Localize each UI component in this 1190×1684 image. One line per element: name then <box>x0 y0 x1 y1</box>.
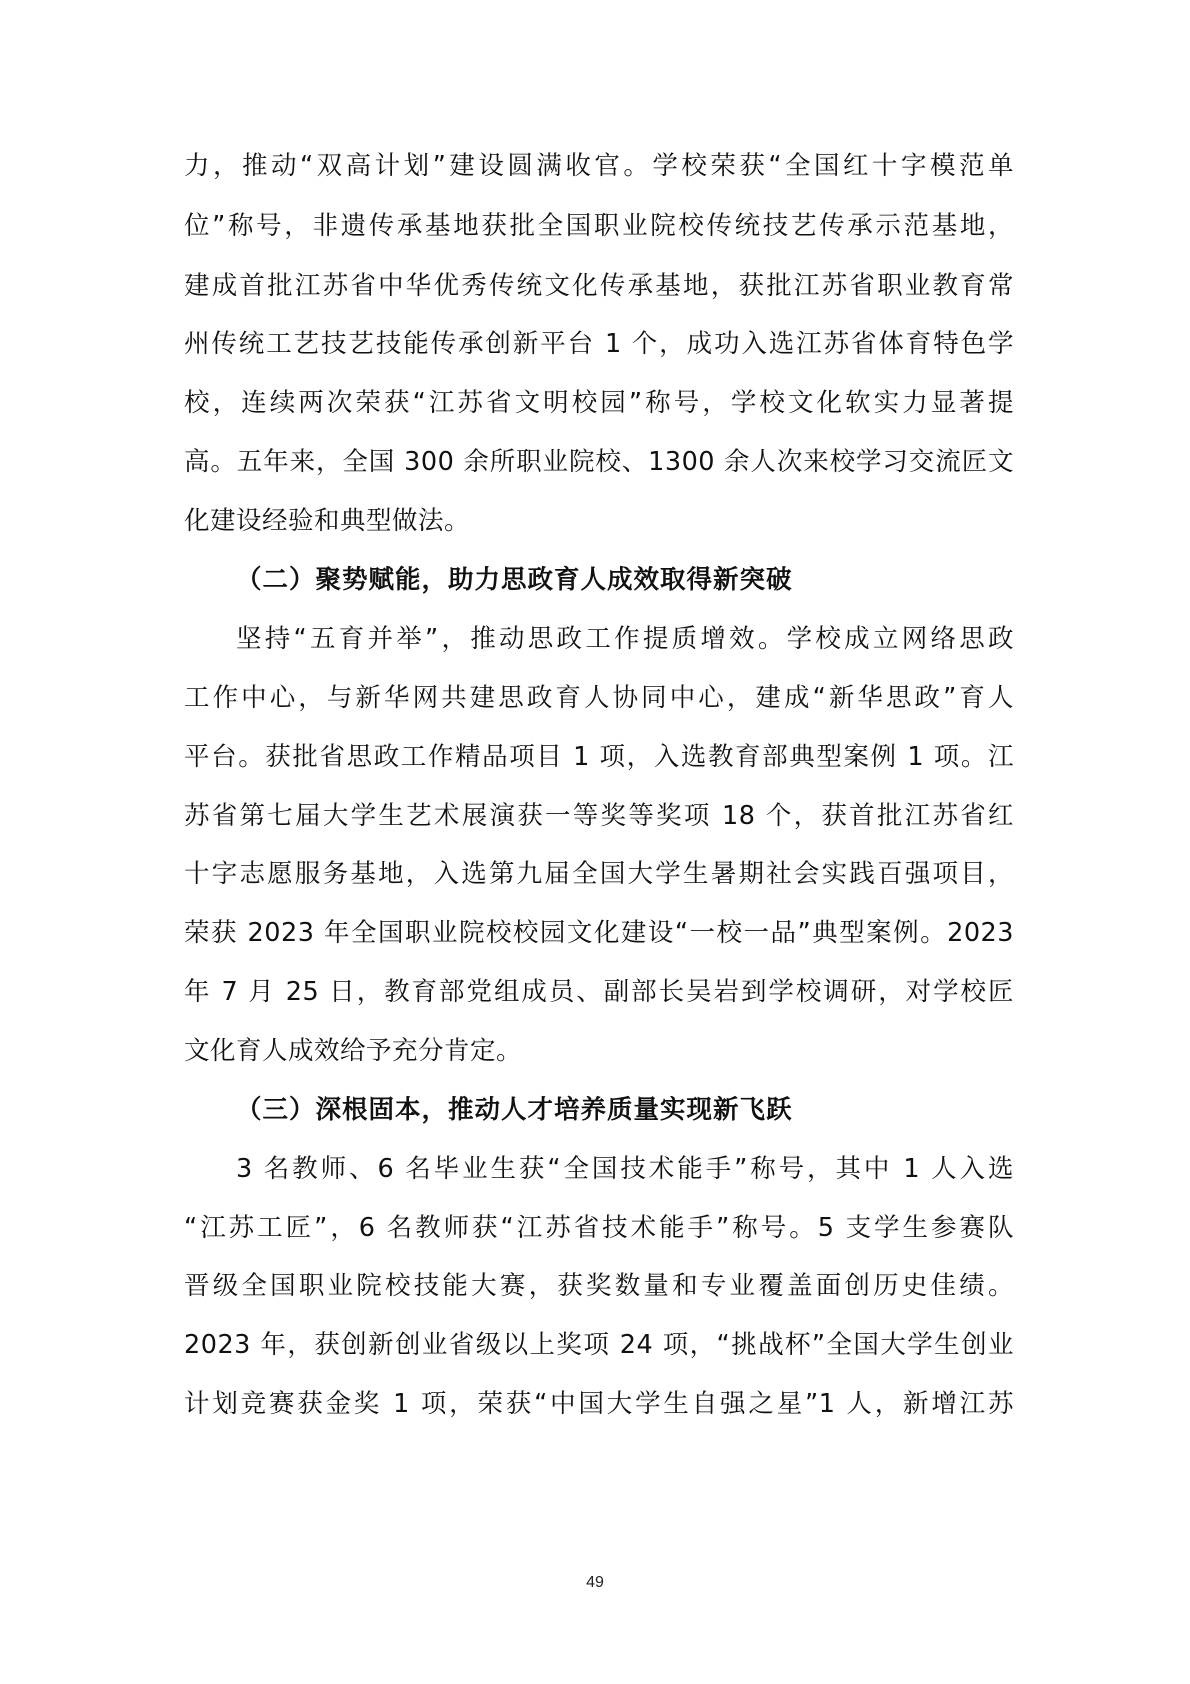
body-text-line: 位”称号，非遗传承基地获批全国职业院校传统技艺传承示范基地， <box>184 211 1014 241</box>
page-number: 49 <box>586 1574 604 1591</box>
body-text-line: “江苏工匠”，6 名教师获“江苏省技术能手”称号。5 支学生参赛队 <box>184 1213 1014 1243</box>
body-text-line: 年 7 月 25 日，教育部党组成员、副部长吴岩到学校调研，对学校匠 <box>184 977 1014 1007</box>
body-text-line: 平台。获批省思政工作精品项目 1 项，入选教育部典型案例 1 项。江 <box>184 742 1014 772</box>
body-text-line: 校，连续两次荣获“江苏省文明校园”称号，学校文化软实力显著提 <box>184 388 1014 418</box>
body-text-line: 州传统工艺技艺技能传承创新平台 1 个，成功入选江苏省体育特色学 <box>184 329 1014 359</box>
body-text-line: 坚持“五育并举”，推动思政工作提质增效。学校成立网络思政 <box>236 624 1014 654</box>
body-text-line: 工作中心，与新华网共建思政育人协同中心，建成“新华思政”育人 <box>184 683 1014 713</box>
body-text-line: 2023 年，获创新创业省级以上奖项 24 项，“挑战杯”全国大学生创业 <box>184 1330 1014 1360</box>
body-text-line: 高。五年来，全国 300 余所职业院校、1300 余人次来校学习交流匠文 <box>184 447 1014 477</box>
body-text-line: 晋级全国职业院校技能大赛，获奖数量和专业覆盖面创历史佳绩。 <box>184 1271 1014 1301</box>
body-text-line: 化建设经验和典型做法。 <box>184 506 471 536</box>
body-text-line: 文化育人成效给予充分肯定。 <box>184 1036 523 1066</box>
section-heading: （三）深根固本，推动人才培养质量实现新飞跃 <box>236 1095 793 1125</box>
body-text-line: 荣获 2023 年全国职业院校校园文化建设“一校一品”典型案例。2023 <box>184 918 1014 948</box>
body-text-line: 十字志愿服务基地，入选第九届全国大学生暑期社会实践百强项目， <box>184 859 1014 889</box>
body-text-line: 苏省第七届大学生艺术展演获一等奖等奖项 18 个，获首批江苏省红 <box>184 801 1014 831</box>
section-heading: （二）聚势赋能，助力思政育人成效取得新突破 <box>236 565 793 595</box>
body-text-line: 3 名教师、6 名毕业生获“全国技术能手”称号，其中 1 人入选 <box>236 1154 1014 1184</box>
body-text-line: 力，推动“双高计划”建设圆满收官。学校荣获“全国红十字模范单 <box>184 151 1014 181</box>
body-text-line: 建成首批江苏省中华优秀传统文化传承基地，获批江苏省职业教育常 <box>184 271 1014 301</box>
body-text-line: 计划竞赛获金奖 1 项，荣获“中国大学生自强之星”1 人，新增江苏 <box>184 1389 1014 1419</box>
